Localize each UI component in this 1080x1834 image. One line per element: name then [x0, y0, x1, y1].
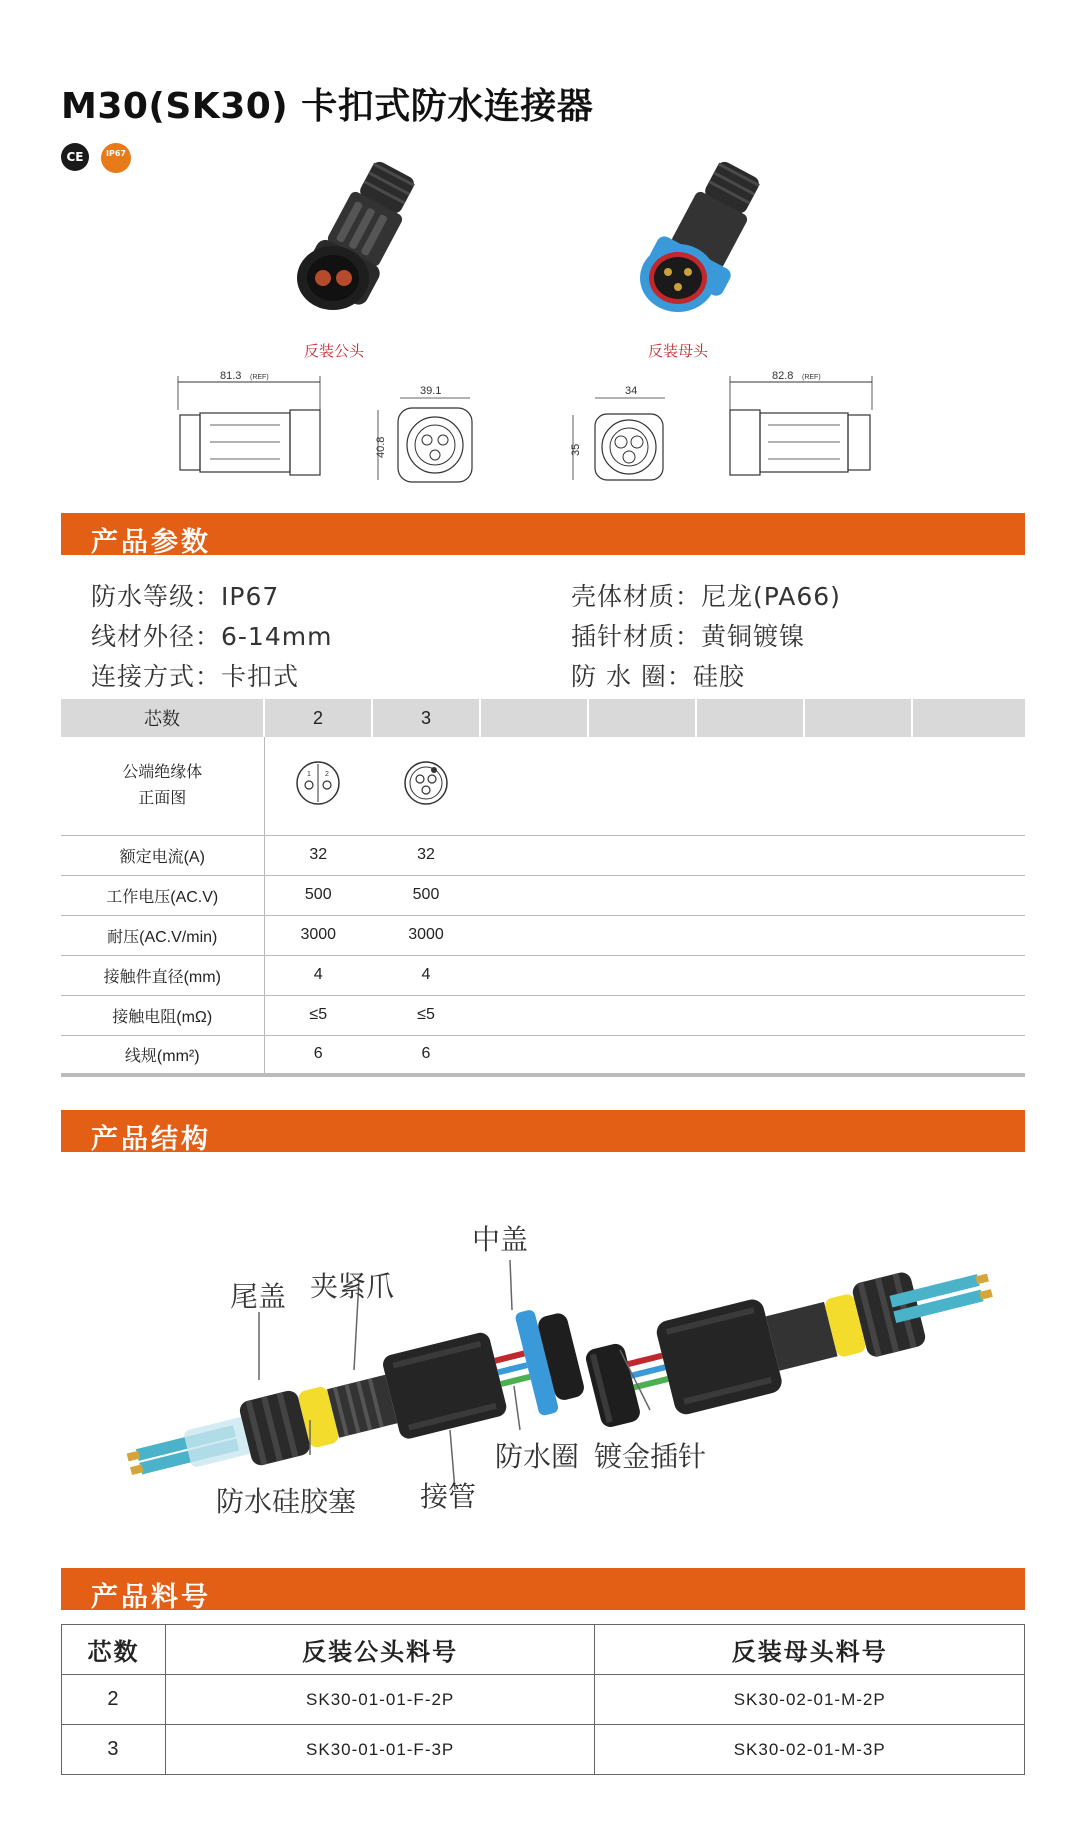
two-pin-face-icon — [293, 758, 343, 808]
section-structure-title: 产品结构 — [91, 1124, 211, 1155]
pn-table-header — [62, 1625, 1025, 1675]
male-face-height-dim: 40.8 — [375, 436, 387, 458]
label-tube: 接管 — [420, 1480, 477, 1513]
pn-row-cores: 2 — [62, 1675, 166, 1725]
spec-row-value-2: 3000 — [264, 915, 372, 955]
male-connector-image — [278, 150, 438, 325]
param-shell: 壳体材质：尼龙(PA66) — [571, 582, 841, 611]
spec-row-value-3: 32 — [372, 835, 480, 875]
male-length-ref: (REF) — [250, 374, 269, 381]
svg-text:1: 1 — [307, 771, 312, 779]
pn-row-cores: 3 — [62, 1725, 166, 1775]
female-face-drawing — [565, 380, 680, 495]
face-diagram-2pin — [264, 737, 372, 835]
spec-head-cores: 芯数 — [61, 699, 264, 737]
param-connection: 连接方式：卡扣式 — [91, 662, 300, 691]
section-params — [61, 513, 1025, 558]
spec-row-value-3: 500 — [372, 875, 480, 915]
spec-head-empty — [912, 699, 1025, 737]
spec-row-value-2: 6 — [264, 1035, 372, 1075]
female-caption: 反装母头 — [648, 342, 709, 360]
spec-row-label: 工作电压(AC.V) — [61, 875, 264, 915]
spec-row-value-3: 6 — [372, 1035, 480, 1075]
section-part-numbers — [61, 1568, 1025, 1613]
male-caption: 反装公头 — [304, 342, 365, 360]
spec-face-label-line1: 公端绝缘体 — [122, 763, 203, 781]
spec-row-label: 接触件直径(mm) — [61, 955, 264, 995]
ce-mark-icon: CE — [61, 143, 89, 171]
face-diagram-3pin — [372, 737, 480, 835]
pn-head-cores: 芯数 — [62, 1625, 166, 1675]
part-number-table — [61, 1624, 1025, 1775]
spec-table-header — [61, 699, 1025, 737]
male-face-drawing — [370, 380, 485, 495]
spec-row-value-3: 3000 — [372, 915, 480, 955]
label-tail-cap: 尾盖 — [230, 1280, 287, 1313]
spec-row-value-2: 4 — [264, 955, 372, 995]
pn-row-male: SK30-01-01-F-2P — [165, 1675, 595, 1725]
female-length-ref: (REF) — [802, 374, 821, 381]
male-side-drawing — [170, 370, 330, 490]
param-cable-od: 线材外径：6-14mm — [91, 622, 333, 651]
label-middle-cap: 中盖 — [472, 1223, 529, 1256]
param-waterproof: 防水等级：IP67 — [91, 582, 280, 611]
three-pin-face-icon — [401, 758, 451, 808]
spec-row-label: 耐压(AC.V/min) — [61, 915, 264, 955]
spec-row-value-3: 4 — [372, 955, 480, 995]
spec-row-value-2: 32 — [264, 835, 372, 875]
female-connector-image — [623, 150, 783, 325]
spec-row — [61, 915, 1025, 955]
spec-row-label: 接触电阻(mΩ) — [61, 995, 264, 1035]
pn-head-male: 反装公头料号 — [165, 1625, 595, 1675]
spec-row-label: 额定电流(A) — [61, 835, 264, 875]
pn-table-row — [62, 1675, 1025, 1725]
spec-row-value-3: ≤5 — [372, 995, 480, 1035]
certification-badges — [61, 143, 131, 173]
spec-row — [61, 875, 1025, 915]
female-length-dim: 82.8 — [772, 370, 794, 382]
param-seal: 防 水 圈：硅胶 — [571, 662, 745, 691]
label-seal-plug: 防水硅胶塞 — [216, 1485, 357, 1518]
pn-head-female: 反装母头料号 — [595, 1625, 1025, 1675]
female-face-width-dim: 34 — [625, 385, 638, 397]
label-clamp: 夹紧爪 — [310, 1270, 395, 1303]
param-pin: 插针材质：黄铜镀镍 — [571, 622, 806, 651]
spec-head-empty — [480, 699, 588, 737]
male-face-width-dim: 39.1 — [420, 385, 442, 397]
pn-row-female: SK30-02-01-M-3P — [595, 1725, 1025, 1775]
spec-face-label-line2: 正面图 — [138, 789, 187, 807]
spec-row — [61, 1035, 1025, 1075]
spec-face-label — [61, 737, 264, 835]
male-length-dim: 81.3 — [220, 370, 242, 382]
label-o-ring: 防水圈 — [495, 1440, 580, 1473]
female-side-drawing — [722, 370, 882, 490]
spec-row — [61, 955, 1025, 995]
spec-head-3: 3 — [372, 699, 480, 737]
spec-row-value-2: 500 — [264, 875, 372, 915]
spec-head-empty — [804, 699, 912, 737]
spec-head-empty — [696, 699, 804, 737]
label-pins: 镀金插针 — [594, 1440, 707, 1473]
section-part-numbers-title: 产品料号 — [91, 1582, 211, 1613]
page-title: M30(SK30) 卡扣式防水连接器 — [61, 86, 594, 127]
female-face-height-dim: 35 — [570, 443, 582, 456]
ip67-badge-icon: IP67 — [101, 143, 131, 173]
spec-row — [61, 995, 1025, 1035]
spec-row — [61, 835, 1025, 875]
spec-table — [61, 699, 1025, 1077]
section-structure — [61, 1110, 1025, 1155]
pn-table-row — [62, 1725, 1025, 1775]
svg-text:2: 2 — [325, 771, 330, 779]
spec-row-face — [61, 737, 1025, 835]
spec-row-label: 线规(mm²) — [61, 1035, 264, 1075]
spec-head-2: 2 — [264, 699, 372, 737]
section-params-title: 产品参数 — [91, 527, 211, 558]
spec-row-value-2: ≤5 — [264, 995, 372, 1035]
pn-row-female: SK30-02-01-M-2P — [595, 1675, 1025, 1725]
spec-head-empty — [588, 699, 696, 737]
pn-row-male: SK30-01-01-F-3P — [165, 1725, 595, 1775]
